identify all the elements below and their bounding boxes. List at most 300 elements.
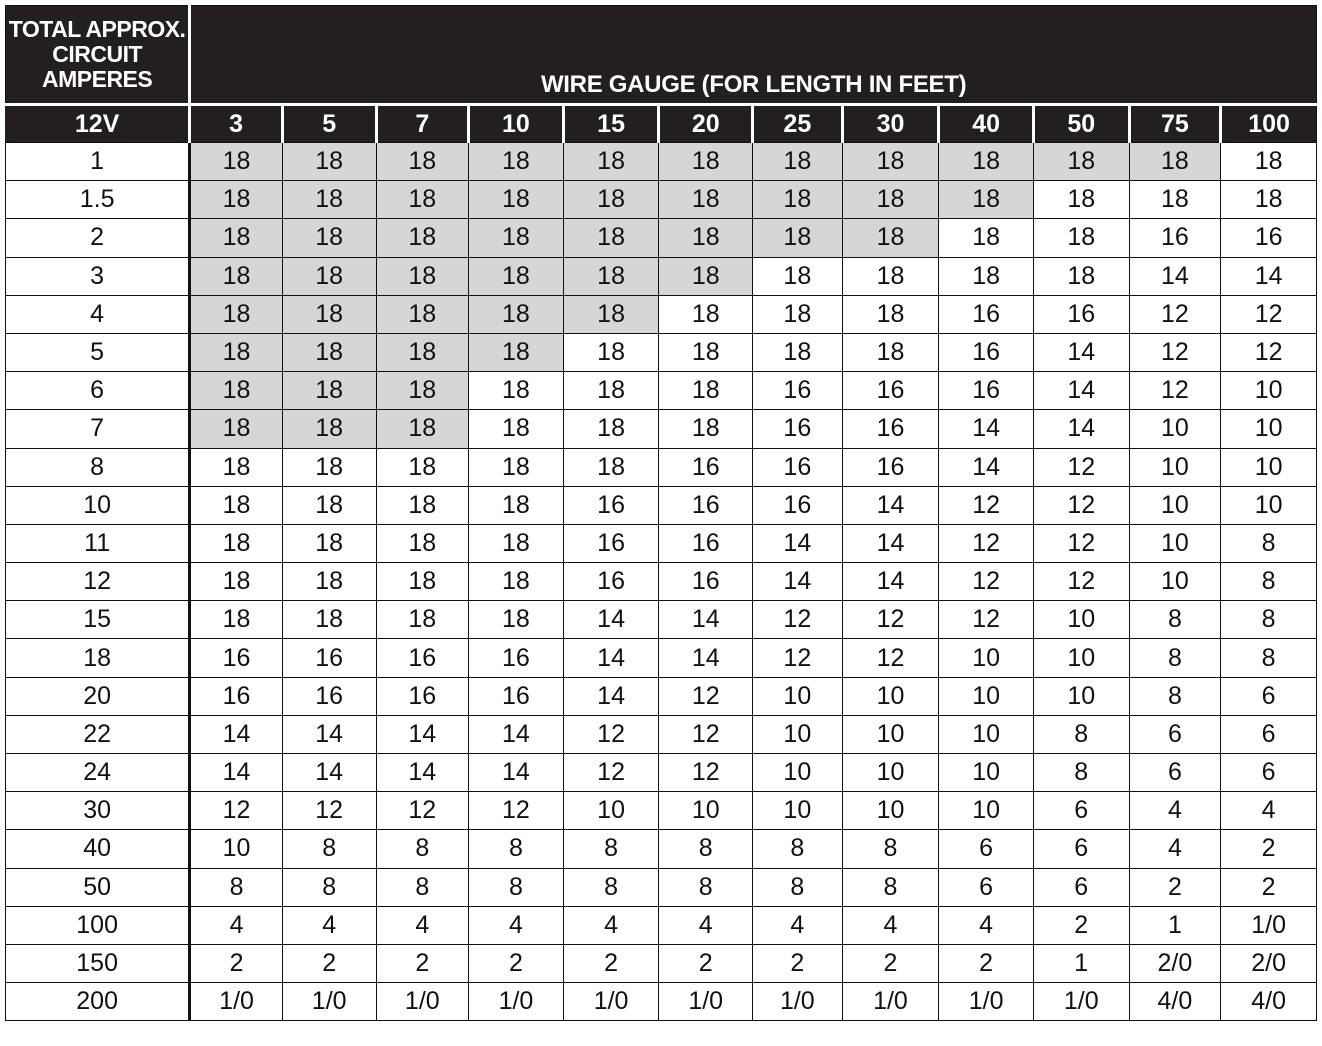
gauge-cell: 12	[939, 563, 1034, 601]
gauge-cell: 18	[842, 257, 939, 295]
amperes-cell: 50	[6, 868, 190, 906]
amperes-cell: 5	[6, 333, 190, 371]
gauge-cell: 18	[282, 601, 376, 639]
table-row	[6, 601, 1317, 639]
length-header-10: 10	[469, 105, 564, 143]
gauge-cell: 4	[376, 906, 469, 944]
gauge-cell: 18	[190, 524, 283, 562]
gauge-cell: 8	[1129, 601, 1221, 639]
gauge-cell: 1/0	[376, 983, 469, 1021]
amperes-cell: 40	[6, 830, 190, 868]
gauge-cell: 10	[753, 677, 843, 715]
gauge-cell: 4	[753, 906, 843, 944]
gauge-cell: 18	[376, 410, 469, 448]
amperes-cell: 6	[6, 372, 190, 410]
gauge-cell: 6	[1221, 715, 1317, 753]
gauge-cell: 14	[376, 715, 469, 753]
gauge-cell: 8	[1221, 639, 1317, 677]
gauge-cell: 16	[282, 677, 376, 715]
gauge-cell: 18	[376, 372, 469, 410]
gauge-cell: 1/0	[282, 983, 376, 1021]
gauge-cell: 18	[1033, 257, 1129, 295]
gauge-cell: 16	[939, 295, 1034, 333]
gauge-cell: 18	[1129, 143, 1221, 181]
gauge-cell: 2	[282, 944, 376, 982]
gauge-cell: 16	[1033, 295, 1129, 333]
gauge-cell: 4	[659, 906, 753, 944]
gauge-cell: 16	[659, 524, 753, 562]
gauge-cell: 8	[282, 830, 376, 868]
gauge-cell: 18	[842, 219, 939, 257]
gauge-cell: 8	[376, 830, 469, 868]
gauge-cell: 2	[1129, 868, 1221, 906]
gauge-cell: 1/0	[939, 983, 1034, 1021]
table-row	[6, 448, 1317, 486]
gauge-cell: 16	[659, 448, 753, 486]
gauge-cell: 18	[753, 295, 843, 333]
gauge-cell: 16	[753, 486, 843, 524]
gauge-cell: 12	[282, 792, 376, 830]
table-row	[6, 257, 1317, 295]
amperes-cell: 11	[6, 524, 190, 562]
table-row	[6, 677, 1317, 715]
gauge-cell: 18	[1033, 219, 1129, 257]
gauge-cell: 1/0	[1221, 906, 1317, 944]
gauge-cell: 12	[842, 601, 939, 639]
length-header-75: 75	[1129, 105, 1221, 143]
gauge-cell: 12	[939, 524, 1034, 562]
gauge-cell: 14	[190, 715, 283, 753]
gauge-cell: 14	[842, 486, 939, 524]
gauge-cell: 16	[1129, 219, 1221, 257]
gauge-cell: 8	[1221, 524, 1317, 562]
gauge-cell: 12	[753, 639, 843, 677]
gauge-cell: 8	[469, 830, 564, 868]
gauge-cell: 18	[563, 410, 659, 448]
gauge-cell: 18	[376, 486, 469, 524]
gauge-cell: 18	[376, 143, 469, 181]
gauge-cell: 6	[1221, 754, 1317, 792]
gauge-cell: 10	[939, 754, 1034, 792]
gauge-cell: 18	[282, 333, 376, 371]
gauge-cell: 18	[190, 410, 283, 448]
gauge-cell: 18	[469, 143, 564, 181]
gauge-cell: 14	[282, 715, 376, 753]
gauge-cell: 16	[753, 410, 843, 448]
gauge-cell: 8	[376, 868, 469, 906]
gauge-cell: 16	[563, 486, 659, 524]
gauge-cell: 18	[469, 486, 564, 524]
gauge-cell: 18	[376, 295, 469, 333]
table-row	[6, 333, 1317, 371]
gauge-cell: 14	[1129, 257, 1221, 295]
table-row	[6, 754, 1317, 792]
amperes-cell: 22	[6, 715, 190, 753]
gauge-cell: 12	[1033, 486, 1129, 524]
gauge-cell: 16	[939, 372, 1034, 410]
amperes-cell: 3	[6, 257, 190, 295]
gauge-cell: 16	[659, 563, 753, 601]
length-header-50: 50	[1033, 105, 1129, 143]
gauge-cell: 8	[1033, 715, 1129, 753]
gauge-cell: 14	[1033, 333, 1129, 371]
gauge-cell: 10	[1129, 524, 1221, 562]
gauge-cell: 4	[1129, 830, 1221, 868]
gauge-cell: 12	[469, 792, 564, 830]
table-body	[6, 143, 1317, 1021]
gauge-cell: 14	[469, 754, 564, 792]
amperes-cell: 1	[6, 143, 190, 181]
gauge-cell: 12	[659, 715, 753, 753]
gauge-cell: 14	[753, 563, 843, 601]
gauge-cell: 18	[939, 257, 1034, 295]
gauge-cell: 18	[376, 563, 469, 601]
gauge-cell: 12	[939, 601, 1034, 639]
gauge-cell: 18	[563, 448, 659, 486]
voltage-header: 12V	[6, 105, 190, 143]
gauge-cell: 1/0	[190, 983, 283, 1021]
gauge-cell: 18	[190, 486, 283, 524]
gauge-cell: 18	[282, 372, 376, 410]
amperes-cell: 12	[6, 563, 190, 601]
gauge-cell: 2	[376, 944, 469, 982]
gauge-cell: 18	[190, 295, 283, 333]
table-row	[6, 524, 1317, 562]
gauge-cell: 10	[939, 715, 1034, 753]
gauge-cell: 16	[469, 639, 564, 677]
gauge-cell: 14	[1033, 372, 1129, 410]
gauge-cell: 16	[1221, 219, 1317, 257]
gauge-cell: 10	[1129, 448, 1221, 486]
gauge-cell: 18	[659, 219, 753, 257]
gauge-cell: 18	[842, 333, 939, 371]
gauge-cell: 18	[190, 333, 283, 371]
gauge-cell: 16	[842, 410, 939, 448]
gauge-cell: 1/0	[563, 983, 659, 1021]
gauge-cell: 10	[753, 754, 843, 792]
gauge-cell: 18	[659, 295, 753, 333]
table-row	[6, 219, 1317, 257]
table-row	[6, 295, 1317, 333]
gauge-cell: 18	[376, 524, 469, 562]
amperes-cell: 4	[6, 295, 190, 333]
gauge-cell: 6	[1221, 677, 1317, 715]
gauge-cell: 14	[842, 524, 939, 562]
gauge-cell: 18	[282, 257, 376, 295]
gauge-cell: 8	[1221, 601, 1317, 639]
gauge-cell: 8	[659, 830, 753, 868]
table-row	[6, 181, 1317, 219]
gauge-cell: 2	[1221, 830, 1317, 868]
gauge-cell: 14	[563, 677, 659, 715]
gauge-cell: 10	[842, 677, 939, 715]
gauge-cell: 6	[1129, 715, 1221, 753]
gauge-cell: 14	[1033, 410, 1129, 448]
gauge-cell: 18	[659, 143, 753, 181]
gauge-cell: 18	[842, 181, 939, 219]
gauge-cell: 8	[190, 868, 283, 906]
gauge-cell: 18	[659, 333, 753, 371]
gauge-cell: 18	[190, 448, 283, 486]
gauge-cell: 4	[1129, 792, 1221, 830]
gauge-cell: 14	[1221, 257, 1317, 295]
gauge-cell: 18	[659, 257, 753, 295]
gauge-cell: 10	[1221, 410, 1317, 448]
gauge-cell: 18	[282, 181, 376, 219]
amperes-cell: 18	[6, 639, 190, 677]
gauge-cell: 2/0	[1221, 944, 1317, 982]
gauge-cell: 18	[469, 448, 564, 486]
gauge-cell: 2	[563, 944, 659, 982]
gauge-cell: 2	[469, 944, 564, 982]
gauge-cell: 16	[563, 524, 659, 562]
gauge-cell: 4	[563, 906, 659, 944]
gauge-cell: 2	[1221, 868, 1317, 906]
gauge-cell: 18	[190, 257, 283, 295]
gauge-cell: 18	[376, 333, 469, 371]
gauge-cell: 16	[469, 677, 564, 715]
gauge-cell: 18	[1033, 143, 1129, 181]
gauge-cell: 18	[376, 257, 469, 295]
gauge-cell: 16	[190, 639, 283, 677]
gauge-cell: 18	[469, 181, 564, 219]
gauge-cell: 18	[282, 295, 376, 333]
gauge-cell: 18	[659, 372, 753, 410]
gauge-cell: 16	[842, 372, 939, 410]
gauge-cell: 16	[282, 639, 376, 677]
gauge-cell: 10	[939, 677, 1034, 715]
gauge-cell: 18	[753, 257, 843, 295]
gauge-cell: 18	[753, 333, 843, 371]
length-header-100: 100	[1221, 105, 1317, 143]
gauge-cell: 12	[659, 754, 753, 792]
gauge-cell: 6	[1033, 830, 1129, 868]
gauge-cell: 1/0	[469, 983, 564, 1021]
amperes-cell: 20	[6, 677, 190, 715]
gauge-cell: 10	[1033, 601, 1129, 639]
gauge-cell: 8	[563, 830, 659, 868]
gauge-cell: 10	[1129, 486, 1221, 524]
gauge-cell: 12	[376, 792, 469, 830]
length-header-40: 40	[939, 105, 1034, 143]
gauge-cell: 16	[842, 448, 939, 486]
gauge-cell: 14	[939, 410, 1034, 448]
gauge-cell: 14	[842, 563, 939, 601]
gauge-cell: 4	[939, 906, 1034, 944]
gauge-cell: 18	[190, 372, 283, 410]
length-header-3: 3	[190, 105, 283, 143]
gauge-cell: 16	[376, 639, 469, 677]
gauge-cell: 14	[469, 715, 564, 753]
gauge-cell: 10	[1129, 563, 1221, 601]
gauge-cell: 18	[190, 563, 283, 601]
amperes-cell: 200	[6, 983, 190, 1021]
gauge-cell: 12	[1221, 333, 1317, 371]
gauge-cell: 18	[469, 563, 564, 601]
table-row	[6, 830, 1317, 868]
gauge-cell: 18	[1129, 181, 1221, 219]
gauge-cell: 2/0	[1129, 944, 1221, 982]
gauge-cell: 8	[842, 830, 939, 868]
length-header-5: 5	[282, 105, 376, 143]
gauge-cell: 2	[190, 944, 283, 982]
gauge-cell: 14	[190, 754, 283, 792]
gauge-cell: 12	[563, 715, 659, 753]
gauge-cell: 18	[469, 410, 564, 448]
gauge-cell: 18	[659, 410, 753, 448]
gauge-cell: 4	[842, 906, 939, 944]
gauge-cell: 18	[939, 219, 1034, 257]
amperes-cell: 100	[6, 906, 190, 944]
gauge-cell: 14	[563, 601, 659, 639]
table-row	[6, 372, 1317, 410]
gauge-cell: 18	[469, 524, 564, 562]
gauge-cell: 8	[842, 868, 939, 906]
gauge-cell: 12	[659, 677, 753, 715]
gauge-cell: 18	[563, 372, 659, 410]
gauge-cell: 4/0	[1129, 983, 1221, 1021]
gauge-cell: 18	[190, 219, 283, 257]
gauge-cell: 12	[1033, 448, 1129, 486]
gauge-cell: 18	[1221, 181, 1317, 219]
gauge-cell: 18	[753, 219, 843, 257]
gauge-cell: 12	[1221, 295, 1317, 333]
gauge-cell: 2	[939, 944, 1034, 982]
gauge-cell: 18	[1221, 143, 1317, 181]
gauge-cell: 8	[659, 868, 753, 906]
gauge-cell: 10	[659, 792, 753, 830]
table-row	[6, 906, 1317, 944]
gauge-cell: 1/0	[842, 983, 939, 1021]
amperes-cell: 7	[6, 410, 190, 448]
gauge-cell: 10	[1033, 677, 1129, 715]
gauge-cell: 18	[842, 143, 939, 181]
title-row	[6, 6, 1317, 105]
gauge-cell: 14	[939, 448, 1034, 486]
gauge-cell: 18	[469, 219, 564, 257]
gauge-cell: 6	[939, 830, 1034, 868]
table-row	[6, 410, 1317, 448]
gauge-cell: 18	[563, 257, 659, 295]
gauge-cell: 14	[563, 639, 659, 677]
gauge-cell: 8	[1129, 639, 1221, 677]
gauge-cell: 18	[282, 486, 376, 524]
gauge-cell: 4	[282, 906, 376, 944]
length-header-7: 7	[376, 105, 469, 143]
gauge-cell: 4/0	[1221, 983, 1317, 1021]
gauge-cell: 2	[1033, 906, 1129, 944]
gauge-cell: 18	[190, 143, 283, 181]
gauge-cell: 10	[1221, 372, 1317, 410]
gauge-cell: 18	[282, 524, 376, 562]
gauge-cell: 6	[1129, 754, 1221, 792]
gauge-cell: 10	[1221, 448, 1317, 486]
gauge-cell: 10	[190, 830, 283, 868]
gauge-cell: 12	[939, 486, 1034, 524]
table-row	[6, 143, 1317, 181]
gauge-cell: 2	[659, 944, 753, 982]
table-row	[6, 983, 1317, 1021]
gauge-cell: 16	[190, 677, 283, 715]
gauge-cell: 10	[753, 792, 843, 830]
gauge-cell: 10	[563, 792, 659, 830]
gauge-cell: 8	[1033, 754, 1129, 792]
gauge-cell: 18	[469, 372, 564, 410]
gauge-cell: 18	[469, 295, 564, 333]
gauge-cell: 12	[563, 754, 659, 792]
length-header-20: 20	[659, 105, 753, 143]
length-header-15: 15	[563, 105, 659, 143]
gauge-cell: 18	[753, 143, 843, 181]
gauge-cell: 12	[753, 601, 843, 639]
gauge-cell: 6	[1033, 792, 1129, 830]
gauge-cell: 16	[376, 677, 469, 715]
gauge-cell: 4	[190, 906, 283, 944]
gauge-cell: 18	[563, 295, 659, 333]
gauge-cell: 6	[1033, 868, 1129, 906]
gauge-cell: 18	[190, 181, 283, 219]
gauge-cell: 18	[1033, 181, 1129, 219]
gauge-cell: 12	[1033, 563, 1129, 601]
table-row	[6, 715, 1317, 753]
table-row	[6, 563, 1317, 601]
gauge-cell: 10	[1221, 486, 1317, 524]
gauge-cell: 12	[1033, 524, 1129, 562]
gauge-cell: 6	[939, 868, 1034, 906]
gauge-cell: 16	[753, 448, 843, 486]
table-row	[6, 944, 1317, 982]
gauge-cell: 8	[1221, 563, 1317, 601]
gauge-cell: 10	[939, 792, 1034, 830]
gauge-cell: 1	[1129, 906, 1221, 944]
gauge-cell: 18	[282, 143, 376, 181]
gauge-cell: 12	[190, 792, 283, 830]
length-header-row	[6, 105, 1317, 143]
gauge-cell: 12	[1129, 372, 1221, 410]
gauge-cell: 8	[282, 868, 376, 906]
gauge-cell: 18	[563, 219, 659, 257]
length-header-25: 25	[753, 105, 843, 143]
gauge-cell: 12	[842, 639, 939, 677]
gauge-cell: 12	[1129, 295, 1221, 333]
gauge-cell: 18	[376, 448, 469, 486]
gauge-cell: 16	[939, 333, 1034, 371]
gauge-cell: 18	[563, 143, 659, 181]
gauge-cell: 18	[282, 219, 376, 257]
gauge-cell: 18	[753, 181, 843, 219]
gauge-cell: 18	[563, 181, 659, 219]
gauge-cell: 10	[939, 639, 1034, 677]
amperes-cell: 24	[6, 754, 190, 792]
gauge-cell: 18	[939, 181, 1034, 219]
gauge-cell: 18	[939, 143, 1034, 181]
gauge-cell: 1	[1033, 944, 1129, 982]
gauge-cell: 2	[842, 944, 939, 982]
gauge-cell: 8	[469, 868, 564, 906]
gauge-cell: 8	[563, 868, 659, 906]
gauge-cell: 18	[842, 295, 939, 333]
gauge-cell: 16	[563, 563, 659, 601]
gauge-cell: 10	[842, 754, 939, 792]
gauge-cell: 4	[469, 906, 564, 944]
length-header-30: 30	[842, 105, 939, 143]
gauge-cell: 1/0	[753, 983, 843, 1021]
gauge-cell: 2	[753, 944, 843, 982]
gauge-cell: 10	[753, 715, 843, 753]
gauge-cell: 4	[1221, 792, 1317, 830]
table-row	[6, 792, 1317, 830]
amperes-cell: 150	[6, 944, 190, 982]
